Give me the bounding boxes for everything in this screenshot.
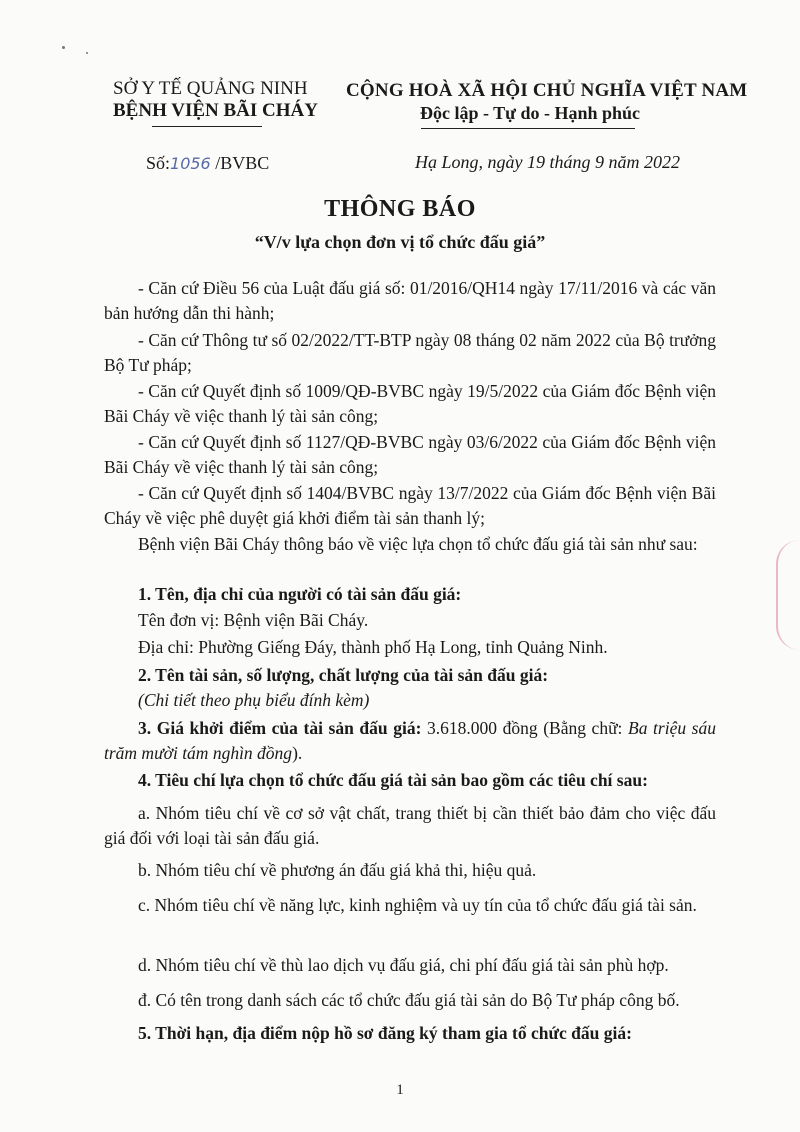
number-prefix: Số: (146, 153, 171, 173)
price-in-words: Ba triệu sáu trăm mười tám nghìn đồng (104, 718, 716, 763)
date-day: 19 (527, 152, 545, 172)
stamp-edge (776, 540, 800, 650)
price-end: ). (292, 743, 303, 763)
hospital-name: BỆNH VIỆN BÃI CHÁY (113, 100, 318, 121)
scan-speck (86, 52, 88, 54)
motto-underline (421, 128, 635, 129)
notice-intro: Bệnh viện Bãi Cháy thông báo về việc lựa chọn tổ chức đấu giá tài sản như sau: (138, 534, 698, 554)
document-number (146, 152, 269, 175)
scan-speck (62, 46, 65, 49)
unit-name: Tên đơn vị: Bệnh viện Bãi Cháy. (138, 610, 369, 630)
section-2-heading: 2. Tên tài sản, số lượng, chất lượng của tài sản đấu giá: (138, 665, 549, 685)
unit-address: Địa chỉ: Phường Giếng Đáy, thành phố Hạ Long, tỉnh Quảng Ninh. (138, 637, 608, 657)
criterion-c: c. Nhóm tiêu chí về năng lực, kinh nghiệm và uy tín của tổ chức đấu giá tài sản. (138, 895, 697, 915)
document-subtitle: “V/v lựa chọn đơn vị tổ chức đấu giá” (254, 232, 546, 252)
number-suffix: /BVBC (210, 153, 270, 173)
appendix-note: (Chi tiết theo phụ biểu đính kèm) (138, 690, 370, 710)
basis-paragraph-4: - Căn cứ Quyết định số 1127/QĐ-BVBC ngày 03/6/2022 của Giám đốc Bệnh viện Bãi Cháy về việc thanh lý tài sản công; (104, 432, 716, 477)
national-motto: Độc lập - Tự do - Hạnh phúc (420, 103, 641, 123)
criterion-e: đ. Có tên trong danh sách các tổ chức đấu giá tài sản do Bộ Tư pháp công bố. (138, 990, 680, 1010)
basis-paragraph-3: - Căn cứ Quyết định số 1009/QĐ-BVBC ngày 19/5/2022 của Giám đốc Bệnh viện Bãi Cháy về việc thanh lý tài sản công; (104, 381, 716, 426)
hospital-underline (152, 126, 262, 127)
place-date-prefix: Hạ Long, ngày (415, 152, 523, 172)
basis-paragraph-2: - Căn cứ Thông tư số 02/2022/TT-BTP ngày 08 tháng 02 năm 2022 của Bộ trưởng Bộ Tư pháp; (104, 330, 716, 375)
department-name: SỞ Y TẾ QUẢNG NINH (113, 78, 308, 99)
page-number: 1 (396, 1082, 404, 1098)
section-5-heading: 5. Thời hạn, địa điểm nộp hồ sơ đăng ký tham gia tổ chức đấu giá: (138, 1023, 632, 1043)
handwritten-number: 1056 (170, 154, 211, 173)
criterion-a: a. Nhóm tiêu chí về cơ sở vật chất, trang thiết bị cần thiết bảo đảm cho việc đấu giá đối với loại tài sản đấu giá. (104, 803, 716, 848)
section-4-heading: 4. Tiêu chí lựa chọn tổ chức đấu giá tài sản bao gồm các tiêu chí sau: (138, 770, 648, 790)
basis-paragraph-1: - Căn cứ Điều 56 của Luật đấu giá số: 01/2016/QH14 ngày 17/11/2016 và các văn bản hướng dẫn thi hành; (104, 278, 716, 323)
place-date (415, 152, 680, 173)
section-1-heading: 1. Tên, địa chỉ của người có tài sản đấu giá: (138, 584, 462, 604)
place-date-suffix: tháng 9 năm 2022 (549, 152, 680, 172)
document-title: THÔNG BÁO (324, 196, 476, 222)
criterion-d: d. Nhóm tiêu chí về thù lao dịch vụ đấu giá, chi phí đấu giá tài sản phù hợp. (138, 955, 669, 975)
section-3-heading: 3. Giá khởi điểm của tài sản đấu giá: (138, 718, 422, 738)
starting-price: 3.618.000 đồng (Bằng chữ: (421, 718, 629, 738)
nation-title: CỘNG HOÀ XÃ HỘI CHỦ NGHĨA VIỆT NAM (346, 80, 748, 101)
criterion-b: b. Nhóm tiêu chí về phương án đấu giá khả thi, hiệu quả. (138, 860, 537, 880)
section-3-paragraph (104, 716, 716, 766)
basis-paragraph-5: - Căn cứ Quyết định số 1404/BVBC ngày 13/7/2022 của Giám đốc Bệnh viện Bãi Cháy về việc phê duyệt giá khởi điểm tài sản thanh lý; (104, 483, 716, 528)
